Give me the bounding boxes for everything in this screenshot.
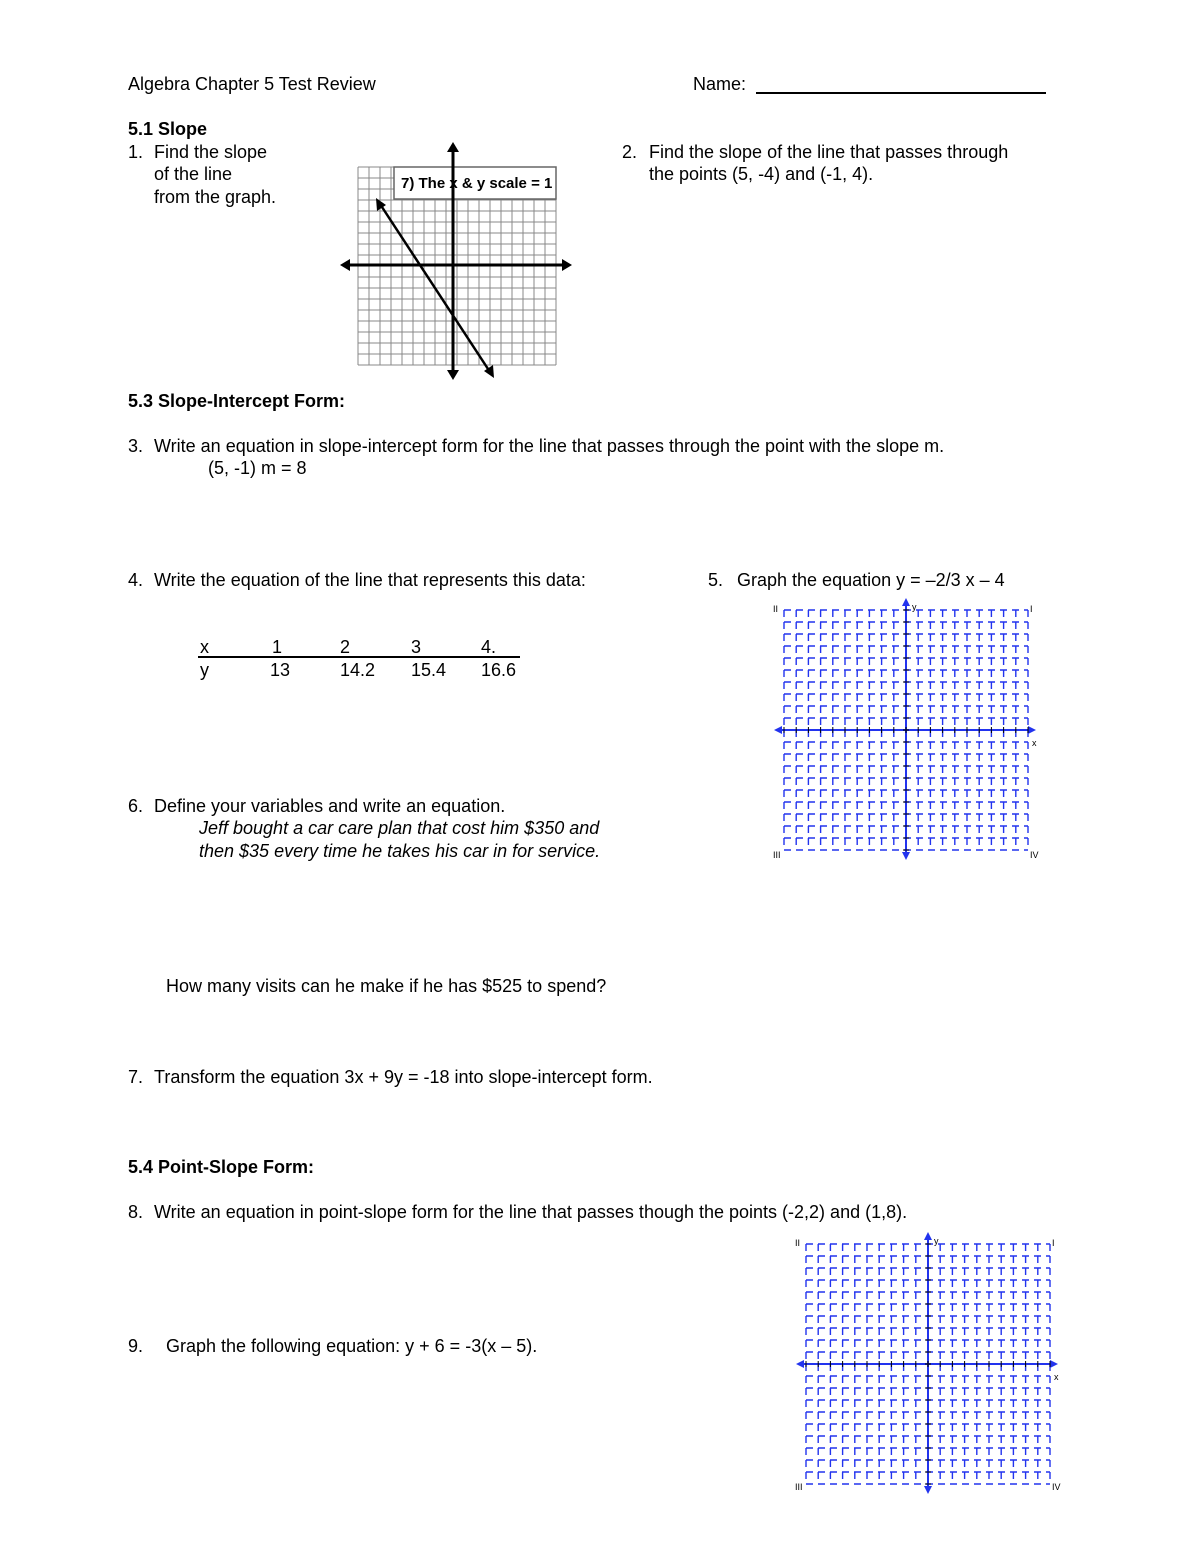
section-5-4-heading: 5.4 Point-Slope Form: (128, 1157, 315, 1177)
section-5-1-heading: 5.1 Slope (128, 119, 208, 139)
q9-x-axis-arrow-right (1050, 1360, 1058, 1368)
q5-quadrant-III-label: III (773, 850, 781, 860)
q9-quadrant-II-label: II (795, 1238, 801, 1248)
q5-text: Graph the equation y = –2/3 x – 4 (737, 570, 1005, 590)
section-5-3-heading: 5.3 Slope-Intercept Form: (128, 391, 346, 411)
q9-coordinate-grid (792, 1232, 1067, 1498)
q5-quadrant-IV-label: IV (1030, 850, 1039, 860)
q8-text: Write an equation in point-slope form for the line that passes though the points (-2,2) and (1,8). (154, 1202, 908, 1222)
table-divider-line (198, 656, 520, 658)
q1-y-axis-arrow-up (447, 142, 459, 152)
table-y-value: 16.6 (481, 660, 517, 680)
q1-x-axis-arrow-left (340, 259, 350, 271)
q6-story-line-1: Jeff bought a car care plan that cost him $350 and (199, 818, 600, 838)
q5-grid-lines (774, 598, 1036, 860)
q5-y-axis-arrow-up (902, 598, 910, 606)
q1-graph-label: 7) The x & y scale = 1 (401, 175, 553, 192)
q3-given: (5, -1) m = 8 (208, 458, 307, 478)
q8-number: 8. (128, 1202, 144, 1222)
q6-text: Define your variables and write an equation. (154, 796, 506, 816)
q5-x-axis-arrow-right (1028, 726, 1036, 734)
q9-quadrant-I-label: I (1052, 1238, 1055, 1248)
table-y-value: 15.4 (411, 660, 447, 680)
table-x-value: 2 (340, 637, 351, 657)
q5-quadrant-II-label: II (773, 604, 779, 614)
q9-x-axis-arrow-left (796, 1360, 804, 1368)
name-blank-line (756, 92, 1046, 94)
q9-grid-lines (796, 1232, 1058, 1494)
q5-y-axis-label: y (912, 602, 917, 612)
table-y-value: 13 (270, 660, 291, 680)
q9-x-axis-label: x (1054, 1372, 1059, 1382)
q9-text: Graph the following equation: y + 6 = -3(x – 5). (166, 1336, 538, 1356)
q1-slope-graph (340, 140, 580, 385)
q1-x-axis-arrow-right (562, 259, 572, 271)
q6-followup: How many visits can he make if he has $525 to spend? (166, 976, 607, 996)
q5-x-axis-label: x (1032, 738, 1037, 748)
q3-text: Write an equation in slope-intercept form for the line that passes through the point with the slope m. (154, 436, 945, 456)
q9-y-axis-arrow-up (924, 1232, 932, 1240)
q7-number: 7. (128, 1067, 144, 1087)
q4-text: Write the equation of the line that represents this data: (154, 570, 586, 590)
table-x-value: 4. (481, 637, 497, 657)
name-label: Name: (693, 74, 747, 94)
q5-x-axis-arrow-left (774, 726, 782, 734)
q3-number: 3. (128, 436, 144, 456)
q2-line-2: the points (5, -4) and (-1, 4). (649, 164, 874, 184)
q9-y-axis-arrow-down (924, 1486, 932, 1494)
q5-quadrant-I-label: I (1030, 604, 1033, 614)
q5-coordinate-grid (770, 598, 1045, 868)
q7-text: Transform the equation 3x + 9y = -18 into slope-intercept form. (154, 1067, 653, 1087)
q9-quadrant-III-label: III (795, 1482, 803, 1492)
table-y-value: 14.2 (340, 660, 376, 680)
q1-number: 1. (128, 142, 144, 162)
q9-quadrant-IV-label: IV (1052, 1482, 1061, 1492)
q4-number: 4. (128, 570, 144, 590)
table-x-label: x (200, 637, 209, 657)
q2-line-1: Find the slope of the line that passes through (649, 142, 1009, 162)
table-y-label: y (200, 660, 209, 680)
q1-line-3: from the graph. (154, 187, 277, 207)
q6-story-line-2: then $35 every time he takes his car in for service. (199, 841, 601, 861)
q6-number: 6. (128, 796, 144, 816)
q9-number: 9. (128, 1336, 144, 1356)
q1-line-2: of the line (154, 164, 233, 184)
q2-number: 2. (622, 142, 638, 162)
table-x-value: 3 (411, 637, 422, 657)
worksheet-title: Algebra Chapter 5 Test Review (128, 74, 376, 94)
table-x-value: 1 (272, 637, 283, 657)
q9-y-axis-label: y (934, 1236, 939, 1246)
q1-line-1: Find the slope (154, 142, 268, 162)
q5-y-axis-arrow-down (902, 852, 910, 860)
q1-y-axis-arrow-down (447, 370, 459, 380)
q5-number: 5. (708, 570, 724, 590)
